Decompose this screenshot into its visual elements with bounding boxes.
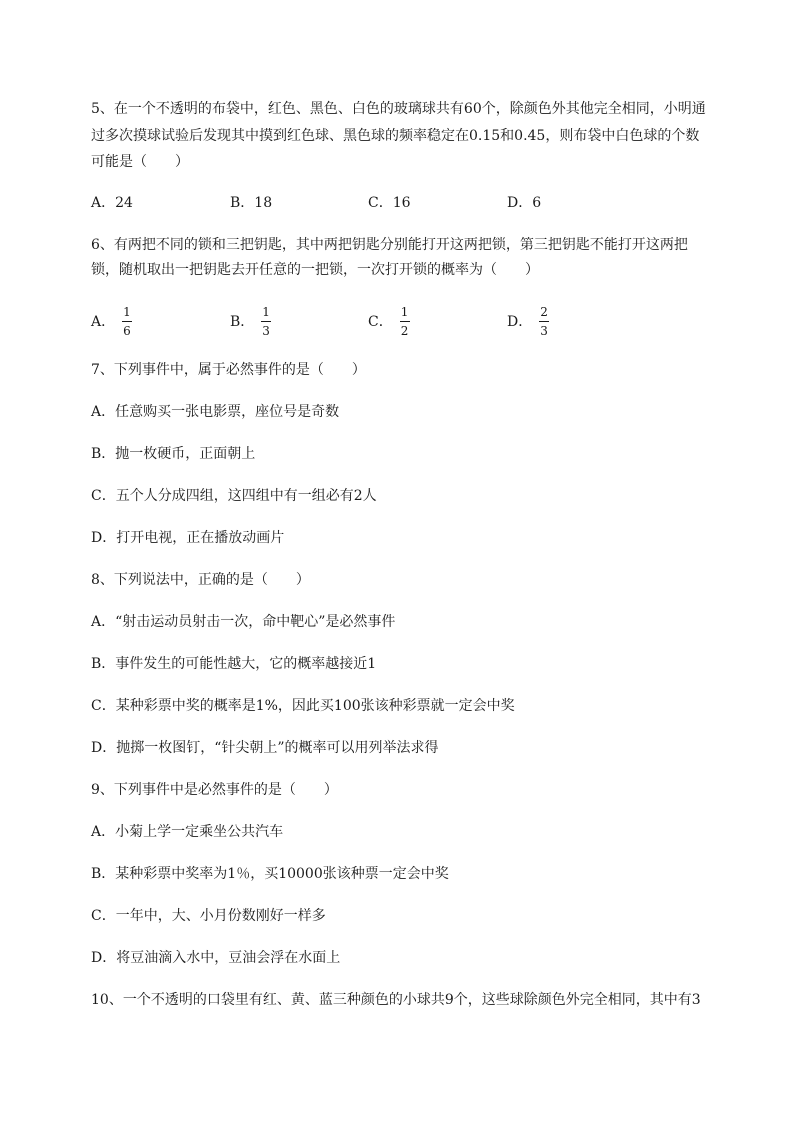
- q6-option-b: [230, 303, 272, 339]
- q5-option-c: C．16: [368, 195, 411, 211]
- q7-stem: 7、下列事件中，属于必然事件的是（ ）: [91, 362, 366, 378]
- q6-option-c-label: C．: [368, 314, 393, 330]
- q5-options: [91, 184, 711, 220]
- q9-stem: 9、下列事件中是必然事件的是（ ）: [91, 782, 338, 798]
- fraction-denominator: 3: [540, 323, 548, 338]
- q7-option-c: C．五个人分成四组，这四组中有一组必有2人: [91, 488, 377, 504]
- q6-stem-line-1: 6、有两把不同的锁和三把钥匙，其中两把钥匙分别能打开这两把锁，第三把钥匙不能打开这两把: [91, 237, 688, 253]
- q10-stem: 10、一个不透明的口袋里有红、黄、蓝三种颜色的小球共9个，这些球除颜色外完全相同，其中有3: [91, 992, 701, 1008]
- q6-option-b-fraction: [260, 305, 272, 338]
- q6-option-d-label: D．: [507, 314, 533, 330]
- q5-stem-line-3: 可能是（ ）: [91, 154, 189, 170]
- q9-option-a: A．小菊上学一定乘坐公共汽车: [91, 824, 284, 840]
- fraction-bar: [122, 321, 132, 322]
- q8-option-a: A．“射击运动员射击一次，命中靶心”是必然事件: [91, 614, 396, 630]
- q5-stem-line-2: 过多次摸球试验后发现其中摸到红色球、黑色球的频率稳定在0.15和0.45，则布袋中白色球的个数: [91, 128, 700, 144]
- q6-option-b-label: B．: [230, 314, 255, 330]
- fraction-numerator: 2: [540, 304, 548, 319]
- q7-option-b: B．抛一枚硬币，正面朝上: [91, 446, 256, 462]
- q9-option-b: B．某种彩票中奖率为1％，买10000张该种票一定会中奖: [91, 866, 449, 882]
- q6-option-a-fraction: [121, 305, 133, 338]
- q9-option-d: D．将豆油滴入水中，豆油会浮在水面上: [91, 950, 341, 966]
- q6-option-c: [368, 303, 410, 339]
- q6-option-a-label: A．: [91, 314, 116, 330]
- q5-stem-line-1: 5、在一个不透明的布袋中，红色、黑色、白色的玻璃球共有60个，除颜色外其他完全相同，小明通: [91, 101, 706, 117]
- q8-option-b: B．事件发生的可能性越大，它的概率越接近1: [91, 656, 377, 672]
- fraction-bar: [261, 321, 271, 322]
- fraction-numerator: 1: [400, 304, 409, 319]
- q6-options: [91, 303, 711, 339]
- fraction-denominator: 3: [262, 323, 270, 338]
- q5-option-a: A．24: [91, 195, 133, 211]
- q5-option-d: D．6: [507, 195, 542, 211]
- q6-option-d-fraction: [538, 305, 550, 338]
- q8-option-d: D．抛掷一枚图钉，“针尖朝上”的概率可以用列举法求得: [91, 740, 439, 756]
- q6-option-c-fraction: [399, 305, 411, 338]
- fraction-numerator: 1: [123, 304, 131, 319]
- fraction-numerator: 1: [262, 304, 270, 319]
- q5-option-b: B．18: [230, 195, 273, 211]
- q8-stem: 8、下列说法中，正确的是（ ）: [91, 572, 310, 588]
- fraction-denominator: 6: [123, 323, 131, 338]
- q6-stem-line-2: 锁，随机取出一把钥匙去开任意的一把锁，一次打开锁的概率为（ ）: [91, 262, 539, 278]
- q9-option-c: C．一年中，大、小月份数刚好一样多: [91, 908, 326, 924]
- q7-option-a: A．任意购买一张电影票，座位号是奇数: [91, 404, 340, 420]
- q7-option-d: D．打开电视，正在播放动画片: [91, 530, 285, 546]
- q6-option-d: [507, 303, 550, 339]
- fraction-denominator: 2: [400, 323, 409, 338]
- q8-option-c: C．某种彩票中奖的概率是1%，因此买100张该种彩票就一定会中奖: [91, 698, 515, 714]
- q6-option-a: [91, 303, 133, 339]
- fraction-bar: [400, 321, 410, 322]
- fraction-bar: [539, 321, 549, 322]
